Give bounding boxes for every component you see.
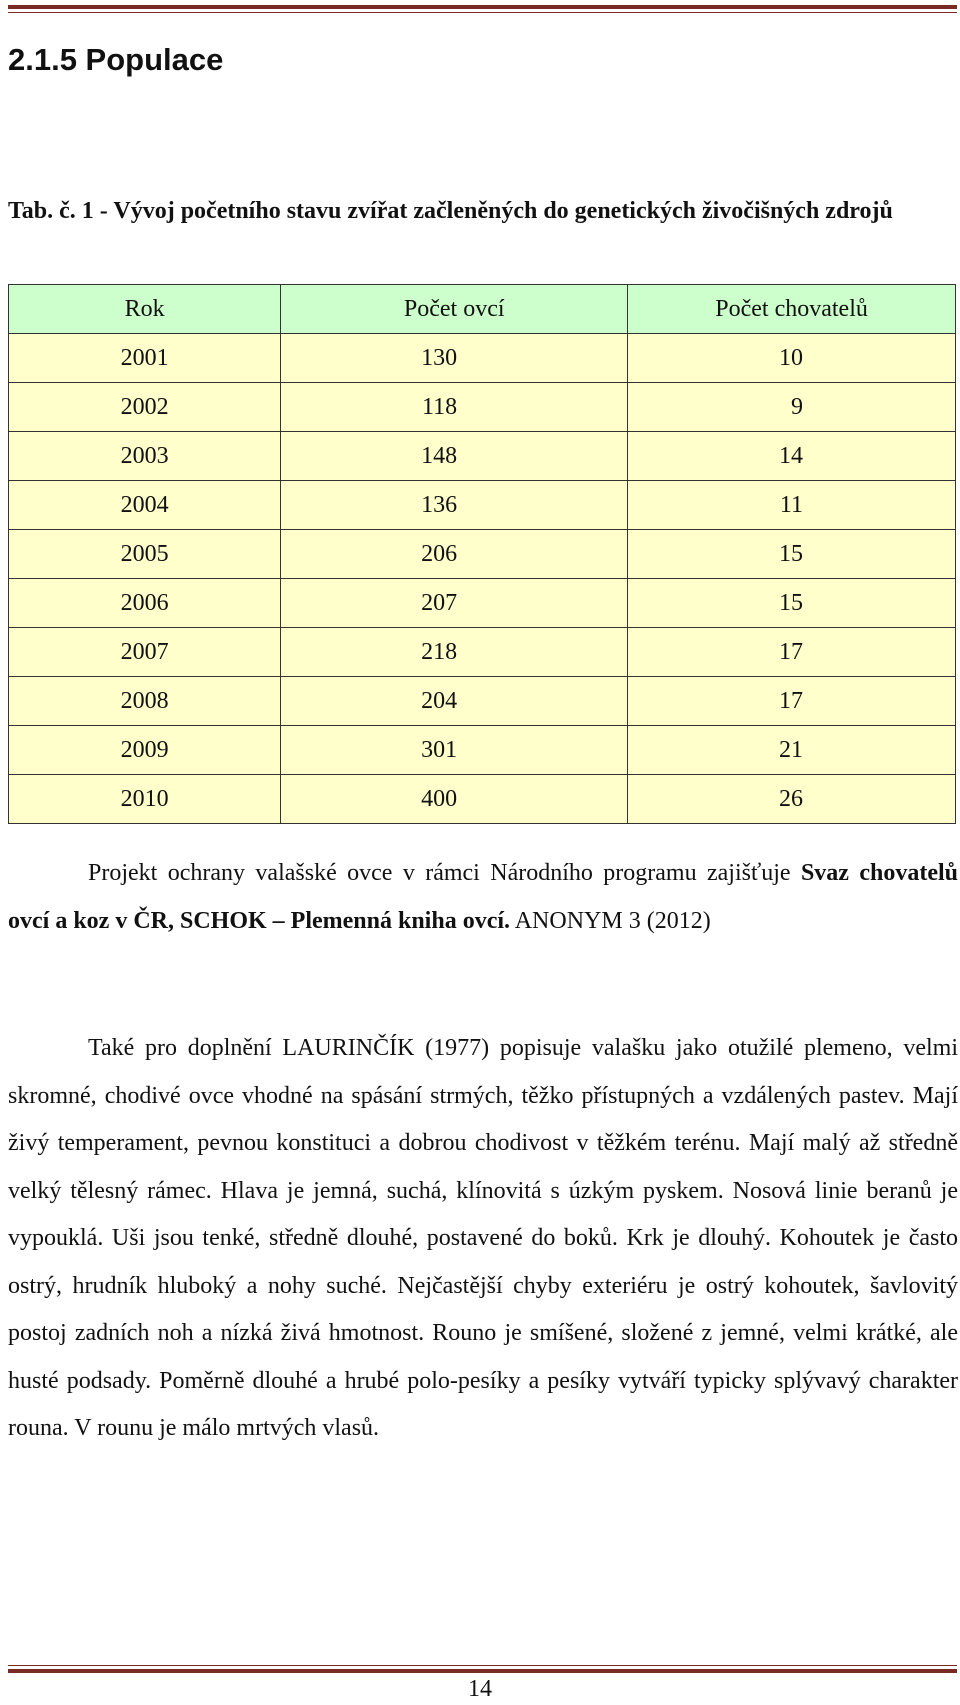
cell-pocet-chovatelu: 17 xyxy=(628,628,956,677)
cell-pocet-ovci: 400 xyxy=(281,775,628,824)
header-pocet-ovci: Počet ovcí xyxy=(281,285,628,334)
cell-rok: 2008 xyxy=(9,677,281,726)
bottom-rule-thick xyxy=(8,1669,957,1673)
cell-pocet-ovci: 218 xyxy=(281,628,628,677)
paragraph-description: Také pro doplnění LAURINČÍK (1977) popisuje valašku jako otužilé plemeno, velmi skromné, chodivé ovce vhodné na spásání strmých, těžko přístupných a vzdálených pastev. Mají živý temperament, pevnou konstituci a dobrou chodivost v těžkém terénu. Mají malý až středně velký tělesný rámec. Hlava je jemná, suchá, klínovitá s úzkým pyskem. Nosová linie beranů je vypouklá. Uši jsou tenké, středně dlouhé, postavené do boků. Krk je dlouhý. Kohoutek je často ostrý, hrudník hluboký a nohy suché. Nejčastější chyby exteriéru je ostrý kohoutek, šavlovitý postoj zadních noh a nízká živá hmotnost. Rouno je smíšené, složené z jemné, velmi krátké, ale husté podsady. Poměrně dlouhé a hrubé polo-pesíky a pesíky vytváří typicky splývavý charakter rouna. V rounu je málo mrtvých vlasů. xyxy=(8,1035,958,1441)
paragraph-project-bold: Svaz chovatelů ovcí a koz v ČR, SCHOK – Plemenná kniha ovcí. xyxy=(8,860,958,934)
table-row xyxy=(9,726,956,775)
cell-pocet-chovatelu: 10 xyxy=(628,334,956,383)
cell-rok: 2009 xyxy=(9,726,281,775)
cell-pocet-chovatelu: 14 xyxy=(628,432,956,481)
cell-rok: 2002 xyxy=(9,383,281,432)
cell-pocet-chovatelu: 11 xyxy=(628,481,956,530)
table-row xyxy=(9,579,956,628)
cell-pocet-ovci: 130 xyxy=(281,334,628,383)
table-row xyxy=(9,628,956,677)
cell-pocet-chovatelu: 21 xyxy=(628,726,956,775)
cell-rok: 2005 xyxy=(9,530,281,579)
table-caption: Tab. č. 1 - Vývoj početního stavu zvířat začleněných do genetických živočišných zdrojů xyxy=(8,198,893,224)
cell-pocet-ovci: 207 xyxy=(281,579,628,628)
cell-pocet-chovatelu: 15 xyxy=(628,579,956,628)
population-table xyxy=(8,284,956,824)
table-row xyxy=(9,775,956,824)
cell-pocet-ovci: 136 xyxy=(281,481,628,530)
cell-rok: 2007 xyxy=(9,628,281,677)
table-body xyxy=(9,334,956,824)
section-heading: 2.1.5 Populace xyxy=(8,42,224,77)
table-row xyxy=(9,677,956,726)
cell-pocet-ovci: 301 xyxy=(281,726,628,775)
cell-pocet-ovci: 206 xyxy=(281,530,628,579)
table-row xyxy=(9,481,956,530)
cell-pocet-ovci: 204 xyxy=(281,677,628,726)
cell-pocet-chovatelu: 9 xyxy=(628,383,956,432)
table-row xyxy=(9,432,956,481)
header-pocet-chovatelu: Počet chovatelů xyxy=(628,285,956,334)
page-number: 14 xyxy=(468,1676,492,1702)
table-row xyxy=(9,530,956,579)
header-rok: Rok xyxy=(9,285,281,334)
cell-rok: 2006 xyxy=(9,579,281,628)
cell-pocet-chovatelu: 15 xyxy=(628,530,956,579)
table-row xyxy=(9,383,956,432)
cell-rok: 2004 xyxy=(9,481,281,530)
table-row xyxy=(9,334,956,383)
top-rule-thin xyxy=(8,12,957,13)
bottom-rule-thin xyxy=(8,1665,957,1666)
paragraph-project-text-a: Projekt ochrany valašské ovce v rámci Národního programu zajišťuje xyxy=(88,860,801,886)
table-header-row xyxy=(9,285,956,334)
paragraph-project-text-b: ANONYM 3 (2012) xyxy=(510,907,711,934)
cell-pocet-ovci: 118 xyxy=(281,383,628,432)
paragraph-project xyxy=(8,850,958,945)
cell-pocet-ovci: 148 xyxy=(281,432,628,481)
cell-rok: 2003 xyxy=(9,432,281,481)
cell-rok: 2010 xyxy=(9,775,281,824)
cell-rok: 2001 xyxy=(9,334,281,383)
top-rule-thick xyxy=(8,5,957,9)
cell-pocet-chovatelu: 26 xyxy=(628,775,956,824)
cell-pocet-chovatelu: 17 xyxy=(628,677,956,726)
